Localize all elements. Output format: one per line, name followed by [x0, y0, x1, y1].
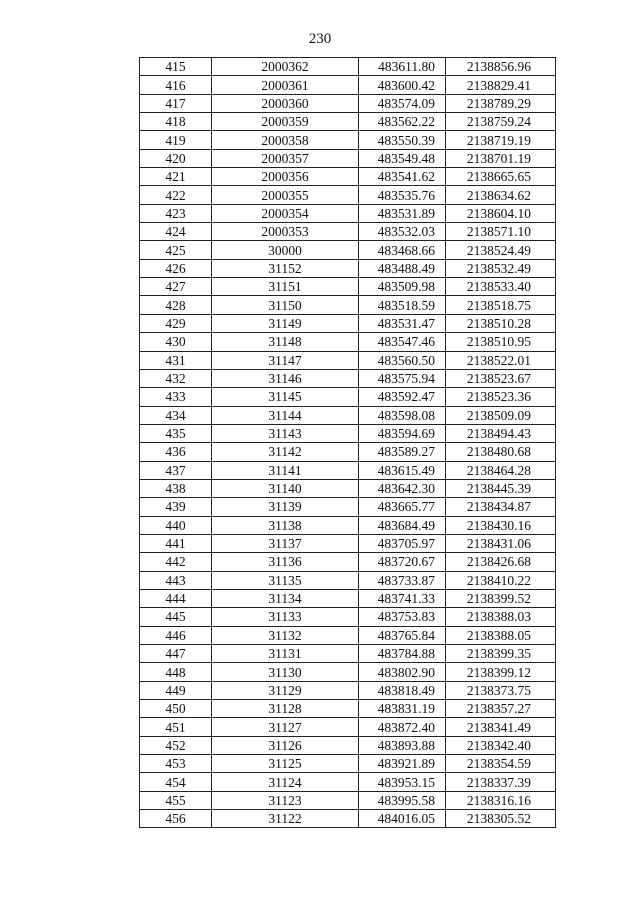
row-number-cell: 453 [140, 755, 212, 773]
x-coordinate-cell: 483818.49 [359, 681, 446, 699]
y-coordinate-cell: 2138388.03 [446, 608, 556, 626]
point-id-cell: 31146 [212, 369, 359, 387]
row-number-cell: 450 [140, 700, 212, 718]
point-id-cell: 31136 [212, 553, 359, 571]
point-id-cell: 2000354 [212, 204, 359, 222]
row-number-cell: 432 [140, 369, 212, 387]
row-number-cell: 440 [140, 516, 212, 534]
y-coordinate-cell: 2138518.75 [446, 296, 556, 314]
y-coordinate-cell: 2138634.62 [446, 186, 556, 204]
y-coordinate-cell: 2138510.95 [446, 333, 556, 351]
table-row [140, 773, 556, 791]
table-row [140, 296, 556, 314]
x-coordinate-cell: 483541.62 [359, 168, 446, 186]
row-number-cell: 415 [140, 58, 212, 76]
y-coordinate-cell: 2138357.27 [446, 700, 556, 718]
point-id-cell: 2000357 [212, 149, 359, 167]
point-id-cell: 31141 [212, 461, 359, 479]
table-row [140, 186, 556, 204]
x-coordinate-cell: 483560.50 [359, 351, 446, 369]
row-number-cell: 418 [140, 113, 212, 131]
row-number-cell: 439 [140, 498, 212, 516]
x-coordinate-cell: 483509.98 [359, 278, 446, 296]
table-row [140, 589, 556, 607]
row-number-cell: 431 [140, 351, 212, 369]
point-id-cell: 31129 [212, 681, 359, 699]
table-row [140, 718, 556, 736]
point-id-cell: 31131 [212, 645, 359, 663]
row-number-cell: 417 [140, 94, 212, 112]
point-id-cell: 31134 [212, 589, 359, 607]
y-coordinate-cell: 2138509.09 [446, 406, 556, 424]
x-coordinate-cell: 483550.39 [359, 131, 446, 149]
row-number-cell: 435 [140, 424, 212, 442]
x-coordinate-cell: 483784.88 [359, 645, 446, 663]
row-number-cell: 452 [140, 736, 212, 754]
x-coordinate-cell: 483802.90 [359, 663, 446, 681]
x-coordinate-cell: 483953.15 [359, 773, 446, 791]
point-id-cell: 2000362 [212, 58, 359, 76]
y-coordinate-cell: 2138464.28 [446, 461, 556, 479]
x-coordinate-cell: 483594.69 [359, 424, 446, 442]
table-row [140, 553, 556, 571]
x-coordinate-cell: 483598.08 [359, 406, 446, 424]
table-row [140, 424, 556, 442]
table-row [140, 149, 556, 167]
table-row [140, 131, 556, 149]
point-id-cell: 2000359 [212, 113, 359, 131]
table-row [140, 369, 556, 387]
x-coordinate-cell: 483562.22 [359, 113, 446, 131]
y-coordinate-cell: 2138341.49 [446, 718, 556, 736]
table-row [140, 700, 556, 718]
x-coordinate-cell: 483575.94 [359, 369, 446, 387]
x-coordinate-cell: 484016.05 [359, 810, 446, 828]
row-number-cell: 429 [140, 314, 212, 332]
row-number-cell: 424 [140, 223, 212, 241]
point-id-cell: 31127 [212, 718, 359, 736]
point-id-cell: 31124 [212, 773, 359, 791]
page-number: 230 [308, 31, 332, 47]
point-id-cell: 2000360 [212, 94, 359, 112]
point-id-cell: 31132 [212, 626, 359, 644]
y-coordinate-cell: 2138480.68 [446, 443, 556, 461]
table-row [140, 278, 556, 296]
x-coordinate-cell: 483535.76 [359, 186, 446, 204]
point-id-cell: 31148 [212, 333, 359, 351]
row-number-cell: 445 [140, 608, 212, 626]
point-id-cell: 31135 [212, 571, 359, 589]
point-id-cell: 31151 [212, 278, 359, 296]
point-id-cell: 2000356 [212, 168, 359, 186]
x-coordinate-cell: 483518.59 [359, 296, 446, 314]
table-row [140, 58, 556, 76]
coordinates-table-body [140, 58, 556, 828]
row-number-cell: 451 [140, 718, 212, 736]
x-coordinate-cell: 483831.19 [359, 700, 446, 718]
x-coordinate-cell: 483488.49 [359, 259, 446, 277]
row-number-cell: 421 [140, 168, 212, 186]
row-number-cell: 430 [140, 333, 212, 351]
row-number-cell: 427 [140, 278, 212, 296]
row-number-cell: 423 [140, 204, 212, 222]
y-coordinate-cell: 2138523.67 [446, 369, 556, 387]
y-coordinate-cell: 2138494.43 [446, 424, 556, 442]
y-coordinate-cell: 2138354.59 [446, 755, 556, 773]
x-coordinate-cell: 483574.09 [359, 94, 446, 112]
y-coordinate-cell: 2138399.52 [446, 589, 556, 607]
x-coordinate-cell: 483615.49 [359, 461, 446, 479]
row-number-cell: 454 [140, 773, 212, 791]
point-id-cell: 31145 [212, 388, 359, 406]
x-coordinate-cell: 483705.97 [359, 534, 446, 552]
table-row [140, 663, 556, 681]
point-id-cell: 31126 [212, 736, 359, 754]
point-id-cell: 31133 [212, 608, 359, 626]
table-row [140, 406, 556, 424]
x-coordinate-cell: 483765.84 [359, 626, 446, 644]
y-coordinate-cell: 2138305.52 [446, 810, 556, 828]
table-row [140, 681, 556, 699]
row-number-cell: 448 [140, 663, 212, 681]
row-number-cell: 436 [140, 443, 212, 461]
point-id-cell: 31152 [212, 259, 359, 277]
point-id-cell: 31138 [212, 516, 359, 534]
y-coordinate-cell: 2138759.24 [446, 113, 556, 131]
point-id-cell: 31140 [212, 479, 359, 497]
table-row [140, 333, 556, 351]
y-coordinate-cell: 2138533.40 [446, 278, 556, 296]
y-coordinate-cell: 2138604.10 [446, 204, 556, 222]
table-row [140, 168, 556, 186]
point-id-cell: 2000358 [212, 131, 359, 149]
x-coordinate-cell: 483600.42 [359, 76, 446, 94]
row-number-cell: 441 [140, 534, 212, 552]
table-row [140, 810, 556, 828]
x-coordinate-cell: 483893.88 [359, 736, 446, 754]
row-number-cell: 438 [140, 479, 212, 497]
table-row [140, 76, 556, 94]
x-coordinate-cell: 483995.58 [359, 791, 446, 809]
table-row [140, 534, 556, 552]
x-coordinate-cell: 483753.83 [359, 608, 446, 626]
y-coordinate-cell: 2138829.41 [446, 76, 556, 94]
x-coordinate-cell: 483921.89 [359, 755, 446, 773]
row-number-cell: 443 [140, 571, 212, 589]
row-number-cell: 416 [140, 76, 212, 94]
y-coordinate-cell: 2138523.36 [446, 388, 556, 406]
row-number-cell: 422 [140, 186, 212, 204]
point-id-cell: 31128 [212, 700, 359, 718]
y-coordinate-cell: 2138522.01 [446, 351, 556, 369]
row-number-cell: 447 [140, 645, 212, 663]
x-coordinate-cell: 483720.67 [359, 553, 446, 571]
y-coordinate-cell: 2138316.16 [446, 791, 556, 809]
table-row [140, 516, 556, 534]
table-row [140, 755, 556, 773]
point-id-cell: 31147 [212, 351, 359, 369]
y-coordinate-cell: 2138665.65 [446, 168, 556, 186]
x-coordinate-cell: 483589.27 [359, 443, 446, 461]
x-coordinate-cell: 483532.03 [359, 223, 446, 241]
table-row [140, 736, 556, 754]
point-id-cell: 31150 [212, 296, 359, 314]
table-row [140, 241, 556, 259]
x-coordinate-cell: 483592.47 [359, 388, 446, 406]
x-coordinate-cell: 483547.46 [359, 333, 446, 351]
x-coordinate-cell: 483741.33 [359, 589, 446, 607]
row-number-cell: 446 [140, 626, 212, 644]
table-row [140, 388, 556, 406]
row-number-cell: 420 [140, 149, 212, 167]
table-row [140, 608, 556, 626]
row-number-cell: 419 [140, 131, 212, 149]
x-coordinate-cell: 483665.77 [359, 498, 446, 516]
y-coordinate-cell: 2138789.29 [446, 94, 556, 112]
point-id-cell: 31139 [212, 498, 359, 516]
table-row [140, 461, 556, 479]
x-coordinate-cell: 483531.89 [359, 204, 446, 222]
x-coordinate-cell: 483684.49 [359, 516, 446, 534]
row-number-cell: 444 [140, 589, 212, 607]
table-row [140, 479, 556, 497]
y-coordinate-cell: 2138430.16 [446, 516, 556, 534]
y-coordinate-cell: 2138701.19 [446, 149, 556, 167]
x-coordinate-cell: 483872.40 [359, 718, 446, 736]
table-row [140, 94, 556, 112]
table-row [140, 204, 556, 222]
row-number-cell: 437 [140, 461, 212, 479]
point-id-cell: 2000353 [212, 223, 359, 241]
row-number-cell: 433 [140, 388, 212, 406]
table-row [140, 571, 556, 589]
point-id-cell: 2000361 [212, 76, 359, 94]
point-id-cell: 2000355 [212, 186, 359, 204]
row-number-cell: 449 [140, 681, 212, 699]
point-id-cell: 31143 [212, 424, 359, 442]
point-id-cell: 31123 [212, 791, 359, 809]
table-row [140, 626, 556, 644]
y-coordinate-cell: 2138445.39 [446, 479, 556, 497]
point-id-cell: 31130 [212, 663, 359, 681]
x-coordinate-cell: 483468.66 [359, 241, 446, 259]
point-id-cell: 30000 [212, 241, 359, 259]
table-row [140, 498, 556, 516]
y-coordinate-cell: 2138719.19 [446, 131, 556, 149]
y-coordinate-cell: 2138373.75 [446, 681, 556, 699]
point-id-cell: 31125 [212, 755, 359, 773]
y-coordinate-cell: 2138399.35 [446, 645, 556, 663]
table-row [140, 223, 556, 241]
point-id-cell: 31137 [212, 534, 359, 552]
row-number-cell: 434 [140, 406, 212, 424]
point-id-cell: 31122 [212, 810, 359, 828]
table-row [140, 259, 556, 277]
table-row [140, 443, 556, 461]
row-number-cell: 426 [140, 259, 212, 277]
row-number-cell: 456 [140, 810, 212, 828]
point-id-cell: 31142 [212, 443, 359, 461]
row-number-cell: 455 [140, 791, 212, 809]
x-coordinate-cell: 483531.47 [359, 314, 446, 332]
row-number-cell: 442 [140, 553, 212, 571]
y-coordinate-cell: 2138342.40 [446, 736, 556, 754]
row-number-cell: 425 [140, 241, 212, 259]
y-coordinate-cell: 2138856.96 [446, 58, 556, 76]
point-id-cell: 31144 [212, 406, 359, 424]
table-row [140, 351, 556, 369]
table-row [140, 645, 556, 663]
y-coordinate-cell: 2138399.12 [446, 663, 556, 681]
x-coordinate-cell: 483642.30 [359, 479, 446, 497]
x-coordinate-cell: 483611.80 [359, 58, 446, 76]
y-coordinate-cell: 2138524.49 [446, 241, 556, 259]
table-row [140, 791, 556, 809]
y-coordinate-cell: 2138388.05 [446, 626, 556, 644]
y-coordinate-cell: 2138434.87 [446, 498, 556, 516]
coordinates-table [139, 57, 556, 828]
y-coordinate-cell: 2138571.10 [446, 223, 556, 241]
y-coordinate-cell: 2138337.39 [446, 773, 556, 791]
y-coordinate-cell: 2138510.28 [446, 314, 556, 332]
y-coordinate-cell: 2138410.22 [446, 571, 556, 589]
y-coordinate-cell: 2138431.06 [446, 534, 556, 552]
y-coordinate-cell: 2138426.68 [446, 553, 556, 571]
y-coordinate-cell: 2138532.49 [446, 259, 556, 277]
table-row [140, 314, 556, 332]
x-coordinate-cell: 483549.48 [359, 149, 446, 167]
x-coordinate-cell: 483733.87 [359, 571, 446, 589]
point-id-cell: 31149 [212, 314, 359, 332]
row-number-cell: 428 [140, 296, 212, 314]
table-row [140, 113, 556, 131]
